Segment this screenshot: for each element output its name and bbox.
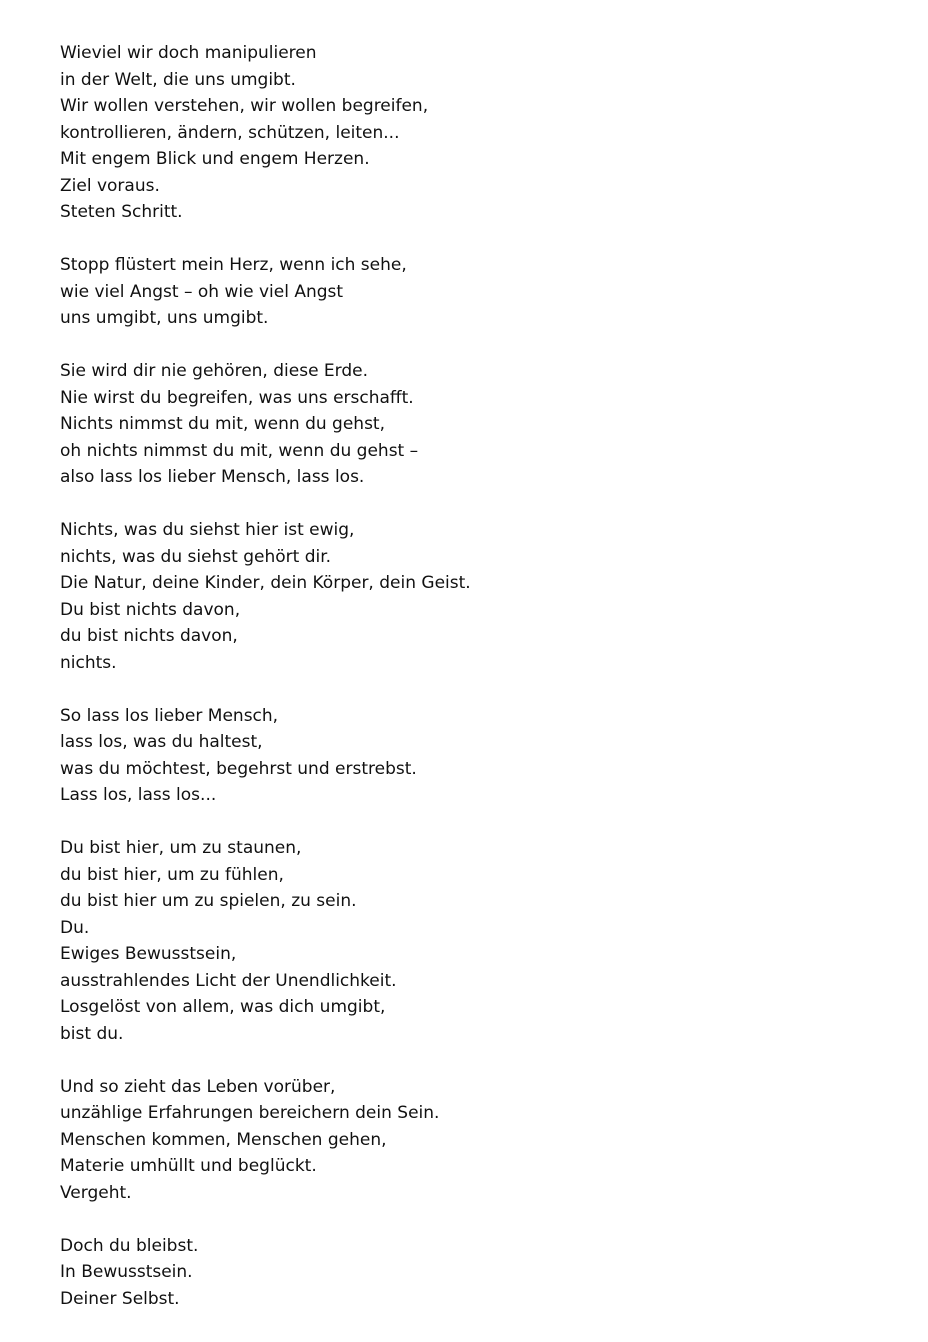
stanza-4: [60, 517, 900, 676]
poem-line: wie viel Angst – oh wie viel Angst: [60, 281, 344, 302]
stanza-8: [60, 1233, 900, 1313]
poem-line: unzählige Erfahrungen bereichern dein Sein.: [60, 1103, 440, 1123]
poem-line: Du.: [60, 917, 90, 938]
poem-line: Und so zieht das Leben vorüber,: [60, 1076, 336, 1097]
poem-document: [60, 40, 900, 1339]
stanza-7: [60, 1074, 900, 1207]
poem-line: Du bist hier, um zu staunen,: [60, 838, 302, 858]
poem-line: du bist nichts davon,: [60, 626, 238, 646]
poem-line: Sie wird dir nie gehören, diese Erde.: [60, 361, 369, 381]
poem-line: Mit engem Blick und engem Herzen.: [60, 149, 370, 169]
poem-line: Steten Schritt.: [60, 202, 183, 222]
poem-line: uns umgibt, uns umgibt.: [60, 308, 269, 328]
poem-line: ausstrahlendes Licht der Unendlichkeit.: [60, 970, 397, 991]
poem-line: nichts, was du siehst gehört dir.: [60, 546, 332, 567]
poem-line: So lass los lieber Mensch,: [60, 705, 279, 726]
poem-line: in der Welt, die uns umgibt.: [60, 69, 296, 90]
poem-line: Ewiges Bewusstsein,: [60, 944, 237, 964]
poem-line: was du möchtest, begehrst und erstrebst.: [60, 758, 417, 779]
poem-line: Vergeht.: [60, 1182, 132, 1203]
poem-line: Nichts, was du siehst hier ist ewig,: [60, 520, 355, 540]
stanza-1: [60, 40, 900, 226]
stanza-2: [60, 252, 900, 332]
poem-line: bist du.: [60, 1023, 124, 1044]
stanza-5: [60, 703, 900, 809]
stanza-6: [60, 835, 900, 1047]
poem-line: kontrollieren, ändern, schützen, leiten...: [60, 122, 400, 143]
poem-line: Wir wollen verstehen, wir wollen begreifen,: [60, 96, 429, 116]
poem-line: Ziel voraus.: [60, 175, 160, 196]
poem-line: Nichts nimmst du mit, wenn du gehst,: [60, 414, 385, 434]
poem-line: also lass los lieber Mensch, lass los.: [60, 467, 365, 487]
poem-line: Lass los, lass los...: [60, 785, 217, 805]
stanza-3: [60, 358, 900, 491]
poem-line: Wieviel wir doch manipulieren: [60, 43, 317, 63]
poem-line: nichts.: [60, 652, 117, 673]
poem-line: du bist hier, um zu fühlen,: [60, 864, 284, 885]
poem-line: Losgelöst von allem, was dich umgibt,: [60, 997, 386, 1017]
poem-line: In Bewusstsein.: [60, 1262, 193, 1282]
poem-line: Du bist nichts davon,: [60, 599, 241, 620]
poem-line: oh nichts nimmst du mit, wenn du gehst –: [60, 440, 419, 461]
poem-line: Materie umhüllt und beglückt.: [60, 1156, 317, 1176]
poem-line: Deiner Selbst.: [60, 1288, 180, 1309]
poem-line: Nie wirst du begreifen, was uns erschafft.: [60, 387, 414, 408]
poem-line: Stopp flüstert mein Herz, wenn ich sehe,: [60, 255, 407, 275]
poem-line: Die Natur, deine Kinder, dein Körper, dein Geist.: [60, 573, 471, 593]
poem-line: du bist hier um zu spielen, zu sein.: [60, 891, 357, 911]
poem-line: Menschen kommen, Menschen gehen,: [60, 1129, 387, 1150]
poem-line: Doch du bleibst.: [60, 1235, 199, 1256]
poem-line: lass los, was du haltest,: [60, 732, 263, 752]
